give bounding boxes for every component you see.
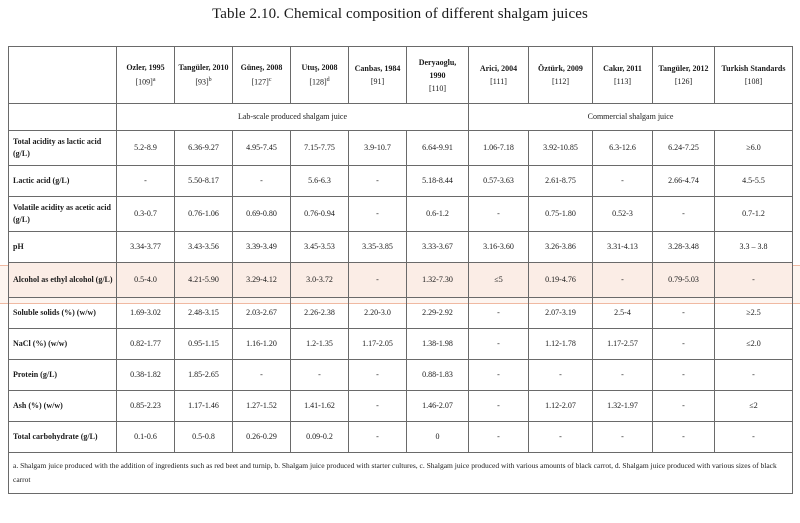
value-cell: - [715, 360, 793, 391]
value-cell: - [593, 360, 653, 391]
parameter-label: Ash (%) (w/w) [9, 391, 117, 422]
value-cell: 0.88-1.83 [407, 360, 469, 391]
value-cell: 3.3 – 3.8 [715, 232, 793, 263]
source-author: Ozler, 1995 [126, 63, 165, 73]
value-cell: 3.35-3.85 [349, 232, 407, 263]
value-cell: 2.5-4 [593, 298, 653, 329]
source-ref: [93] [195, 77, 209, 87]
value-cell: 2.61-8.75 [529, 166, 593, 197]
value-cell: 1.32-1.97 [593, 391, 653, 422]
value-cell: 0.57-3.63 [469, 166, 529, 197]
value-cell: - [233, 166, 291, 197]
value-cell: 0.1-0.6 [117, 422, 175, 453]
value-cell: 1.32-7.30 [407, 263, 469, 298]
value-cell: 2.48-3.15 [175, 298, 233, 329]
value-cell: - [469, 391, 529, 422]
group-lab-scale: Lab-scale produced shalgam juice [117, 104, 469, 131]
value-cell: 1.12-1.78 [529, 329, 593, 360]
source-ref: [128] [309, 77, 327, 87]
value-cell: - [715, 263, 793, 298]
value-cell: 0.6-1.2 [407, 197, 469, 232]
value-cell: ≤5 [469, 263, 529, 298]
value-cell: 3.28-3.48 [653, 232, 715, 263]
source-author: Tangüler, 2012 [658, 64, 709, 73]
value-cell: 6.24-7.25 [653, 131, 715, 166]
value-cell: - [593, 166, 653, 197]
value-cell: 2.03-2.67 [233, 298, 291, 329]
value-cell: 1.38-1.98 [407, 329, 469, 360]
value-cell: 0.76-0.94 [291, 197, 349, 232]
table-caption: Table 2.10. Chemical composition of different shalgam juices [212, 6, 588, 22]
table-row [9, 197, 793, 232]
value-cell: 3.39-3.49 [233, 232, 291, 263]
value-cell: 1.12-2.07 [529, 391, 593, 422]
source-header-7 [529, 47, 593, 104]
corner-cell [9, 47, 117, 104]
value-cell: 0.82-1.77 [117, 329, 175, 360]
value-cell: 0.7-1.2 [715, 197, 793, 232]
value-cell: 0.95-1.15 [175, 329, 233, 360]
source-footnote-mark: d [326, 77, 330, 84]
value-cell: 3.43-3.56 [175, 232, 233, 263]
value-cell: 1.17-1.46 [175, 391, 233, 422]
value-cell: 0.69-0.80 [233, 197, 291, 232]
value-cell: 0.52-3 [593, 197, 653, 232]
source-header-4 [349, 47, 407, 104]
value-cell: 7.15-7.75 [291, 131, 349, 166]
source-author: Tangüler, 2010 [178, 63, 229, 73]
value-cell: 0.09-0.2 [291, 422, 349, 453]
source-header-3 [291, 47, 349, 104]
value-cell: 3.34-3.77 [117, 232, 175, 263]
value-cell: 5.6-6.3 [291, 166, 349, 197]
value-cell: - [469, 298, 529, 329]
value-cell: 1.41-1.62 [291, 391, 349, 422]
value-cell: 0.19-4.76 [529, 263, 593, 298]
parameter-label: Total acidity as lactic acid (g/L) [9, 131, 117, 166]
value-cell: 4.5-5.5 [715, 166, 793, 197]
source-ref: [113] [613, 77, 632, 86]
value-cell: - [469, 360, 529, 391]
value-cell: 2.20-3.0 [349, 298, 407, 329]
value-cell: - [529, 422, 593, 453]
value-cell: - [653, 422, 715, 453]
table-row [9, 422, 793, 453]
table-row [9, 298, 793, 329]
source-footnote-mark: c [268, 77, 272, 84]
table-row [9, 329, 793, 360]
source-author: Öztürk, 2009 [538, 64, 583, 73]
value-cell: 0.85-2.23 [117, 391, 175, 422]
value-cell: 2.29-2.92 [407, 298, 469, 329]
value-cell: 1.85-2.65 [175, 360, 233, 391]
value-cell: 4.95-7.45 [233, 131, 291, 166]
value-cell: 1.69-3.02 [117, 298, 175, 329]
value-cell: - [349, 166, 407, 197]
value-cell: - [349, 422, 407, 453]
value-cell: 3.16-3.60 [469, 232, 529, 263]
source-ref: [110] [428, 83, 447, 93]
parameter-label: Alcohol as ethyl alcohol (g/L) [9, 263, 117, 298]
parameter-label: NaCl (%) (w/w) [9, 329, 117, 360]
source-footnote-mark: b [208, 77, 212, 84]
value-cell: 0 [407, 422, 469, 453]
value-cell: - [469, 422, 529, 453]
value-cell: - [653, 360, 715, 391]
value-cell: 6.36-9.27 [175, 131, 233, 166]
value-cell: - [349, 360, 407, 391]
table-row [9, 391, 793, 422]
value-cell: - [593, 263, 653, 298]
value-cell: 1.27-1.52 [233, 391, 291, 422]
table-container [8, 46, 792, 494]
value-cell: 2.66-4.74 [653, 166, 715, 197]
value-cell: ≤2 [715, 391, 793, 422]
parameter-label: pH [9, 232, 117, 263]
parameter-label: Volatile acidity as acetic acid (g/L) [9, 197, 117, 232]
parameter-label: Soluble solids (%) (w/w) [9, 298, 117, 329]
value-cell: 5.2-8.9 [117, 131, 175, 166]
table-row [9, 263, 793, 298]
value-cell: - [349, 197, 407, 232]
parameter-label: Protein (g/L) [9, 360, 117, 391]
group-header-row [9, 104, 793, 131]
value-cell: 0.5-0.8 [175, 422, 233, 453]
table-row [9, 131, 793, 166]
value-cell: - [233, 360, 291, 391]
value-cell: 0.5-4.0 [117, 263, 175, 298]
parameter-label: Total carbohydrate (g/L) [9, 422, 117, 453]
source-ref: [108] [744, 77, 763, 86]
value-cell: 3.92-10.85 [529, 131, 593, 166]
source-ref: [112] [551, 77, 570, 86]
value-cell: 1.2-1.35 [291, 329, 349, 360]
source-author: Canbas, 1984 [354, 64, 401, 73]
source-author: Cakır, 2011 [603, 64, 642, 73]
source-ref: [127] [251, 77, 269, 87]
value-cell: 2.26-2.38 [291, 298, 349, 329]
value-cell: 3.29-4.12 [233, 263, 291, 298]
value-cell: 3.33-3.67 [407, 232, 469, 263]
source-ref: [109] [135, 77, 153, 87]
source-ref: [91] [370, 77, 385, 86]
composition-table [8, 46, 793, 494]
table-row [9, 232, 793, 263]
value-cell: - [291, 360, 349, 391]
source-header-2 [233, 47, 291, 104]
value-cell: 4.21-5.90 [175, 263, 233, 298]
value-cell: ≥2.5 [715, 298, 793, 329]
source-header-9 [653, 47, 715, 104]
value-cell: 0.75-1.80 [529, 197, 593, 232]
value-cell: 3.0-3.72 [291, 263, 349, 298]
value-cell: 5.50-8.17 [175, 166, 233, 197]
value-cell: - [653, 329, 715, 360]
table-body [9, 131, 793, 453]
value-cell: 1.17-2.57 [593, 329, 653, 360]
value-cell: - [653, 391, 715, 422]
source-author: Güneş, 2008 [240, 63, 283, 73]
source-ref: [126] [674, 77, 693, 86]
source-author: Turkish Standards [721, 64, 786, 73]
value-cell: 1.06-7.18 [469, 131, 529, 166]
value-cell: - [349, 263, 407, 298]
value-cell: 0.3-0.7 [117, 197, 175, 232]
source-header-5 [407, 47, 469, 104]
table-row [9, 360, 793, 391]
value-cell: - [593, 422, 653, 453]
value-cell: 2.07-3.19 [529, 298, 593, 329]
value-cell: 6.64-9.91 [407, 131, 469, 166]
source-header-0 [117, 47, 175, 104]
value-cell: 0.79-5.03 [653, 263, 715, 298]
value-cell: 1.16-1.20 [233, 329, 291, 360]
value-cell: - [469, 329, 529, 360]
value-cell: - [349, 391, 407, 422]
value-cell: 1.46-2.07 [407, 391, 469, 422]
source-header-1 [175, 47, 233, 104]
group-spacer-cell [9, 104, 117, 131]
value-cell: ≤2.0 [715, 329, 793, 360]
value-cell: - [117, 166, 175, 197]
value-cell: 0.38-1.82 [117, 360, 175, 391]
value-cell: 1.17-2.05 [349, 329, 407, 360]
footnote-row [9, 453, 793, 494]
value-cell: 0.26-0.29 [233, 422, 291, 453]
value-cell: 3.26-3.86 [529, 232, 593, 263]
source-header-8 [593, 47, 653, 104]
source-header-6 [469, 47, 529, 104]
value-cell: 5.18-8.44 [407, 166, 469, 197]
value-cell: - [653, 197, 715, 232]
value-cell: - [715, 422, 793, 453]
value-cell: ≥6.0 [715, 131, 793, 166]
footnote: a. Shalgam juice produced with the addition of ingredients such as red beet and turnip, b. Shalgam juice produced with starter cultures, c. Shalgam juice produced with various amounts of black carrot, d. Shalgam juice produced with various sizes of black carrot [9, 453, 793, 494]
value-cell: 6.3-12.6 [593, 131, 653, 166]
source-header-row [9, 47, 793, 104]
value-cell: - [529, 360, 593, 391]
source-author: Utuş, 2008 [301, 63, 338, 73]
value-cell: 3.45-3.53 [291, 232, 349, 263]
value-cell: 3.9-10.7 [349, 131, 407, 166]
value-cell: 3.31-4.13 [593, 232, 653, 263]
parameter-label: Lactic acid (g/L) [9, 166, 117, 197]
value-cell: - [469, 197, 529, 232]
source-ref: [111] [490, 77, 507, 86]
table-row [9, 166, 793, 197]
source-author: Deryaoglu, 1990 [418, 57, 457, 80]
group-commercial: Commercial shalgam juice [469, 104, 793, 131]
source-author: Arici, 2004 [479, 64, 518, 73]
source-header-10 [715, 47, 793, 104]
value-cell: - [653, 298, 715, 329]
source-footnote-mark: a [152, 77, 156, 84]
value-cell: 0.76-1.06 [175, 197, 233, 232]
